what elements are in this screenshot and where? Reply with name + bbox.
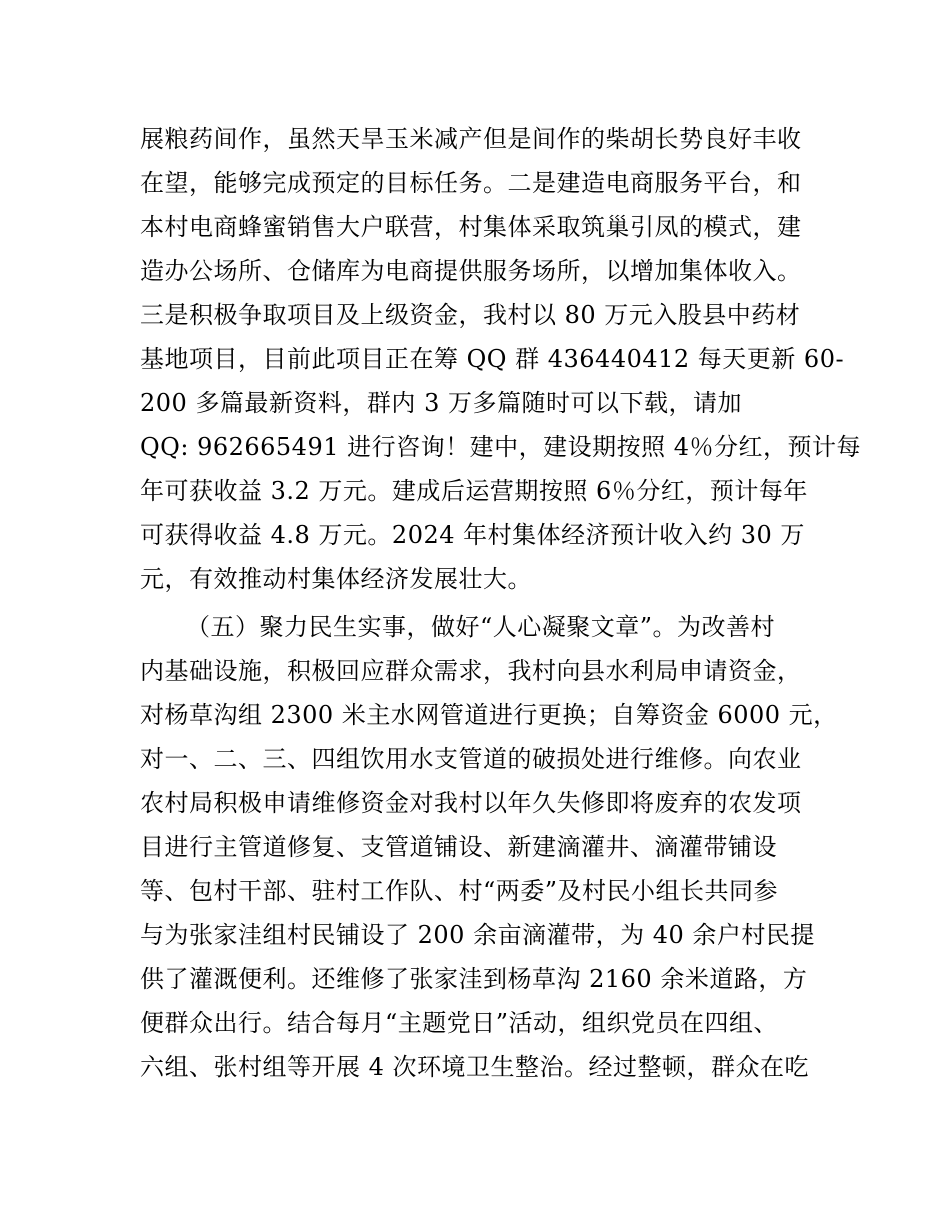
paragraph-2-line: 对杨草沟组 2300 米主水网管道进行更换；自筹资金 6000 元，: [140, 701, 838, 729]
paragraph-1-line: QQ: 962665491 进行咨询！建中，建设期按照 4％分红，预计每: [140, 433, 862, 461]
paragraph-2-line: 六组、张村组等开展 4 次环境卫生整治。经过整顿，群众在吃: [140, 1053, 810, 1081]
paragraph-1: [140, 117, 862, 601]
paragraph-2: [140, 605, 838, 1089]
paragraph-2-line: 农村局积极申请维修资金对我村以年久失修即将废弃的农发项: [140, 789, 802, 817]
paragraph-2-line: （五）聚力民生实事，做好“人心凝聚文章”。为改善村: [186, 613, 776, 641]
paragraph-1-line: 可获得收益 4.8 万元。2024 年村集体经济预计收入约 30 万: [140, 521, 805, 549]
paragraph-2-line: 目进行主管道修复、支管道铺设、新建滴灌井、滴灌带铺设: [140, 833, 777, 861]
paragraph-2-line: 便群众出行。结合每月“主题党日”活动，组织党员在四组、: [140, 1009, 779, 1037]
paragraph-2-line: 供了灌溉便利。还维修了张家洼到杨草沟 2160 余米道路，方: [140, 965, 808, 993]
paragraph-1-line: 在望，能够完成预定的目标任务。二是建造电商服务平台，和: [140, 169, 802, 197]
paragraph-2-line: 内基础设施，积极回应群众需求，我村向县水利局申请资金，: [140, 657, 802, 685]
paragraph-1-line: 基地项目，目前此项目正在筹 QQ 群 436440412 每天更新 60-: [140, 345, 845, 373]
paragraph-2-line: 与为张家洼组村民铺设了 200 余亩滴灌带，为 40 余户村民提: [140, 921, 815, 949]
paragraph-1-line: 元，有效推动村集体经济发展壮大。: [140, 565, 532, 593]
paragraph-1-line: 展粮药间作，虽然天旱玉米减产但是间作的柴胡长势良好丰收: [140, 125, 802, 153]
paragraph-1-line: 造办公场所、仓储库为电商提供服务场所，以增加集体收入。: [140, 257, 802, 285]
paragraph-1-line: 三是积极争取项目及上级资金，我村以 80 万元入股县中药材: [140, 301, 801, 329]
paragraph-1-line: 年可获收益 3.2 万元。建成后运营期按照 6％分红，预计每年: [140, 477, 808, 505]
paragraph-1-line: 本村电商蜂蜜销售大户联营，村集体采取筑巢引凤的模式，建: [140, 213, 802, 241]
paragraph-2-line: 对一、二、三、四组饮用水支管道的破损处进行维修。向农业: [140, 745, 802, 773]
paragraph-2-line: 等、包村干部、驻村工作队、村“两委”及村民小组长共同参: [140, 877, 779, 905]
paragraph-1-line: 200 多篇最新资料，群内 3 万多篇随时可以下载，请加: [140, 389, 742, 417]
